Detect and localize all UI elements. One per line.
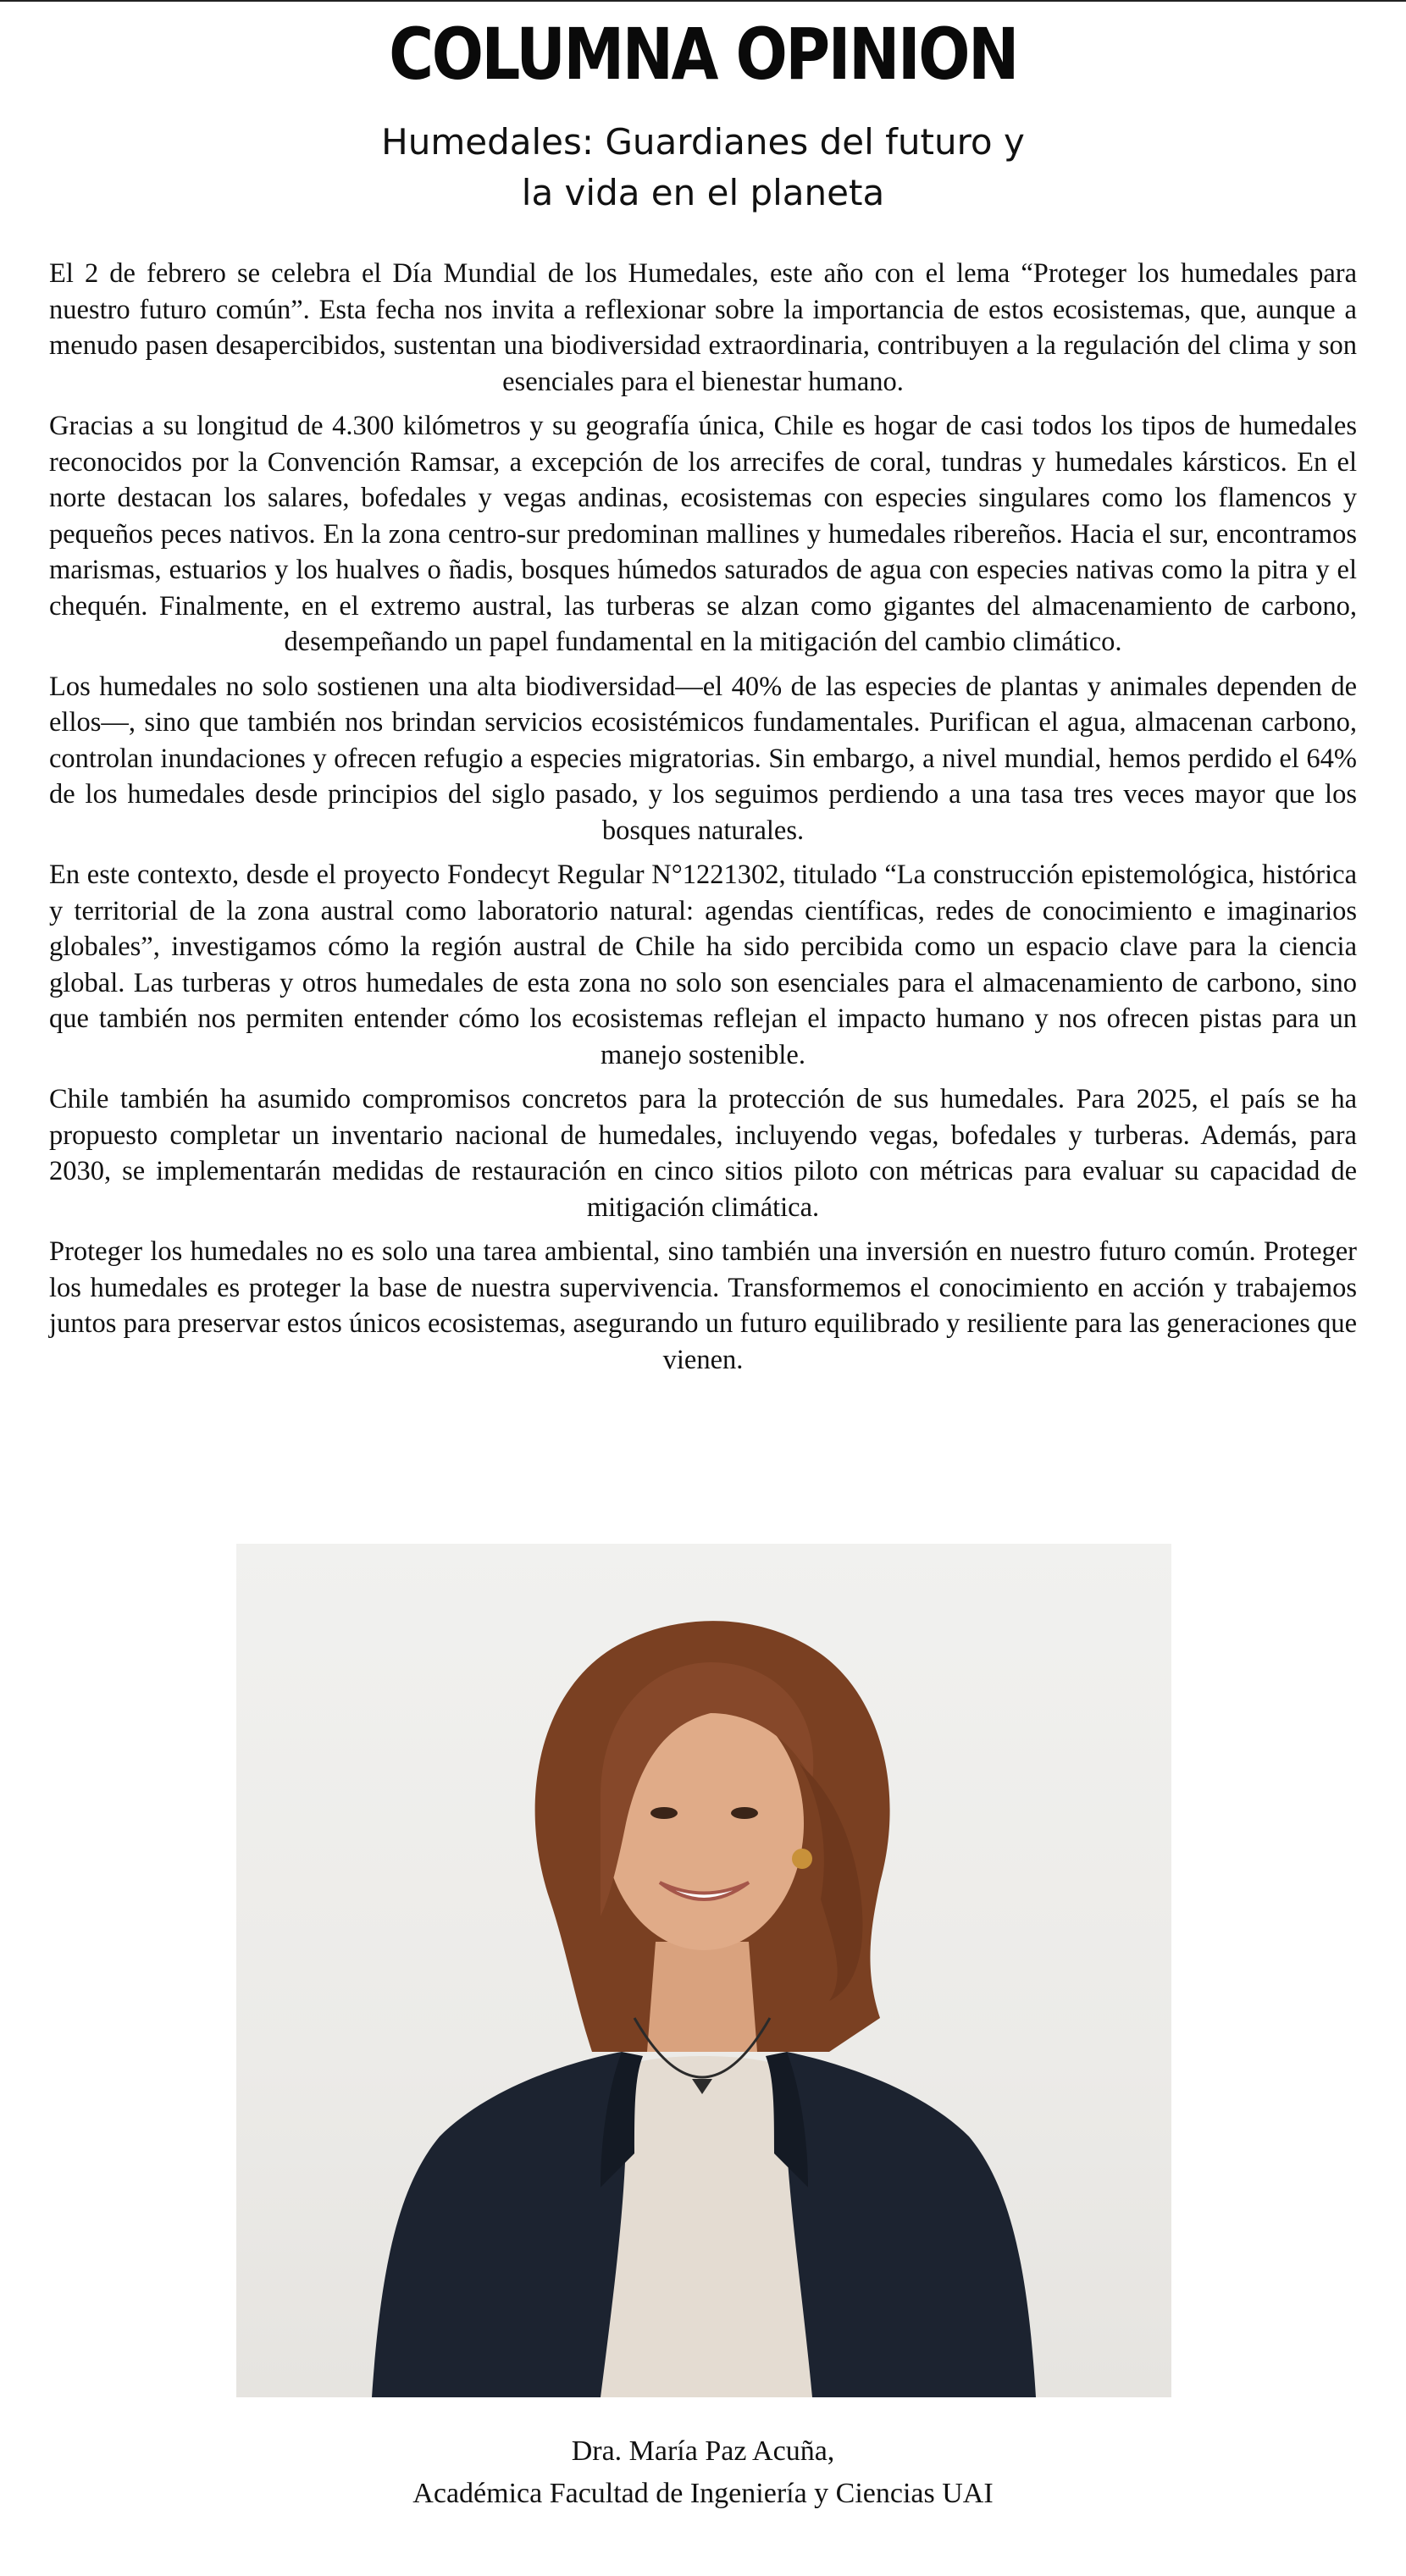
top-rule <box>0 0 1406 2</box>
paragraph-5: Chile también ha asumido compromisos concretos para la protección de sus humedales. Para 2025, el país se ha propuesto completar un inventario nacional de humedales, incluyendo vegas, bofedales y turberas. Además, para 2030, se implementarán medidas de restauración en cinco sitios piloto con métricas para evaluar su capacidad de mitigación climática. <box>49 1084 1357 1223</box>
author-name: Dra. María Paz Acuña, <box>571 2435 835 2467</box>
author-portrait <box>236 1544 1171 2397</box>
author-affiliation: Académica Facultad de Ingeniería y Ciencias UAI <box>412 2478 994 2509</box>
paragraph-4: En este contexto, desde el proyecto Fondecyt Regular N°1221302, titulado “La construcción epistemológica, histórica y territorial de la zona austral como laboratorio natural: agendas científicas, redes de conocimiento e imaginarios globales”, investigamos cómo la región austral de Chile ha sido percibida como un espacio clave para la ciencia global. Las turberas y otros humedales de esta zona no solo son esenciales para el almacenamiento de carbono, sino que también nos permiten entender cómo los ecosistemas reflejan el impacto humano y nos ofrecen pistas para un manejo sostenible. <box>49 860 1357 1070</box>
headline <box>0 117 1406 218</box>
author-caption <box>0 2430 1406 2515</box>
section-label: COLUMNA OPINION <box>389 13 1017 96</box>
headline-line-2: la vida en el planeta <box>521 172 885 213</box>
headline-line-1: Humedales: Guardianes del futuro y <box>381 121 1025 163</box>
paragraph-1: El 2 de febrero se celebra el Día Mundial de los Humedales, este año con el lema “Proteger los humedales para nuestro futuro común”. Esta fecha nos invita a reflexionar sobre la importancia de estos ecosistemas, que, aunque a menudo pasen desapercibidos, sustentan una biodiversidad extraordinaria, contribuyen a la regulación del clima y son esenciales para el bienestar humano. <box>49 258 1357 397</box>
paragraph-2: Gracias a su longitud de 4.300 kilómetros y su geografía única, Chile es hogar de casi todos los tipos de humedales reconocidos por la Convención Ramsar, a excepción de los arrecifes de coral, tundras y humedales kársticos. En el norte destacan los salares, bofedales y vegas andinas, ecosistemas con especies singulares como los flamencos y pequeños peces nativos. En la zona centro-sur predominan mallines y humedales ribereños. Hacia el sur, encontramos marismas, estuarios y los hualves o ñadis, bosques húmedos saturados de agua con especies nativas como la pitra y el chequén. Finalmente, en el extremo austral, las turberas se alzan como gigantes del almacenamiento de carbono, desempeñando un papel fundamental en la mitigación del cambio climático. <box>49 411 1357 657</box>
paragraph-3: Los humedales no solo sostienen una alta biodiversidad—el 40% de las especies de plantas y animales dependen de ellos—, sino que también nos brindan servicios ecosistémicos fundamentales. Purifican el agua, almacenan carbono, controlan inundaciones y ofrecen refugio a especies migratorias. Sin embargo, a nivel mundial, hemos perdido el 64% de los humedales desde principios del siglo pasado, y los seguimos perdiendo a una tasa tres veces mayor que los bosques naturales. <box>49 671 1357 846</box>
paragraph-6: Proteger los humedales no es solo una tarea ambiental, sino también una inversión en nuestro futuro común. Proteger los humedales es proteger la base de nuestra supervivencia. Transformemos el conocimiento en acción y trabajemos juntos para preservar estos únicos ecosistemas, asegurando un futuro equilibrado y resiliente para las generaciones que vienen. <box>49 1236 1357 1375</box>
article-body <box>49 256 1357 1386</box>
